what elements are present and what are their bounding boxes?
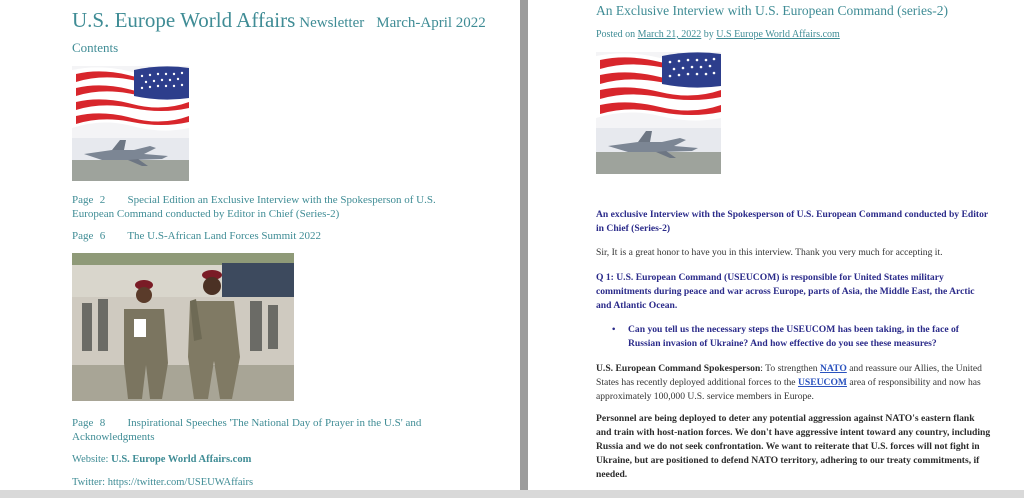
toc-page-number: 2 <box>99 194 106 206</box>
twitter-link[interactable]: https://twitter.com/USEUWAffairs <box>107 477 254 488</box>
website-link[interactable]: U.S. Europe World Affairs.com <box>111 454 252 465</box>
toc-entry-text: The U.S-African Land Forces Summit 2022 <box>127 230 321 242</box>
article-title: An Exclusive Interview with U.S. European Command (series-2) <box>596 3 949 18</box>
twitter-label: Twitter: <box>72 477 106 488</box>
posted-by-label: by <box>703 29 714 40</box>
newsletter-title <box>72 8 486 33</box>
toc-entry-page-2[interactable] <box>72 193 457 221</box>
toc-entry-text: Special Edition an Exclusive Interview with the Spokesperson of U.S. European Command conducted by Editor in Chief (Series-2) <box>72 194 436 220</box>
question-bullet <box>612 323 990 351</box>
flag-jet-image <box>596 52 721 174</box>
answer-text-c: area of responsibility and now has approximately 100,000 U.S. service members in Europe. <box>596 377 981 402</box>
newsletter-page-right <box>528 0 1024 490</box>
answer-paragraph-1 <box>596 362 991 404</box>
flag-jet-image <box>72 66 189 181</box>
twitter-line <box>72 477 253 488</box>
toc-page-number: 6 <box>99 230 106 242</box>
interview-intro: An exclusive Interview with the Spokesperson of U.S. European Command conducted by Editor in Chief (Series-2) <box>596 209 988 234</box>
article-byline <box>596 29 840 40</box>
bullet-dot-icon: • <box>612 324 616 335</box>
posted-on-label: Posted on <box>596 29 636 40</box>
posted-date-link[interactable]: March 21, 2022 <box>637 29 702 40</box>
answer-text-b: and reassure our Allies, the United States has recently deployed additional forces to the <box>596 363 982 388</box>
answer-paragraph-2: Personnel are being deployed to deter any potential aggression against NATO's eastern flank and train with host-nation forces. We don't have aggressive intent toward any country, including Russia and we do not seek confrontation. We want to reiterate that U.S. forces will not fight in Ukraine, but are positioned to defend NATO territory, adhering to our treaty commitments, if needed. <box>596 413 991 480</box>
toc-page-label: Page <box>72 194 94 206</box>
interview-greeting: Sir, It is a great honor to have you in this interview. Thank you very much for accepting it. <box>596 247 943 258</box>
answer-speaker: U.S. European Command Spokesperson <box>596 363 761 374</box>
toc-entry-text: Inspirational Speeches 'The National Day of Prayer in the U.S' and Acknowledgments <box>72 417 422 443</box>
toc-page-label: Page <box>72 417 94 429</box>
toc-entry-page-6[interactable] <box>72 229 457 243</box>
posted-author-link[interactable]: U.S Europe World Affairs.com <box>716 29 840 40</box>
soldiers-photo <box>72 253 294 401</box>
contents-heading: Contents <box>72 40 119 55</box>
newsletter-title-label: Newsletter <box>299 15 365 31</box>
useucom-link[interactable]: USEUCOM <box>797 377 847 388</box>
newsletter-issue-date: March-April 2022 <box>376 15 486 31</box>
toc-page-number: 8 <box>99 417 106 429</box>
question-1: Q 1: U.S. European Command (USEUCOM) is responsible for United States military commitments during peace and war across Europe, parts of Asia, the Middle East, the Arctic and Atlantic Ocean. <box>596 272 975 311</box>
nato-link[interactable]: NATO <box>819 363 847 374</box>
answer-text-a: : To strengthen <box>760 363 818 374</box>
question-bullet-text: Can you tell us the necessary steps the USEUCOM has been taking, in the face of Russian invasion of Ukraine? And how effective do you see these measures? <box>628 324 959 349</box>
newsletter-title-main: U.S. Europe World Affairs <box>72 8 296 32</box>
toc-entry-page-8[interactable] <box>72 416 457 444</box>
status-bar <box>0 490 1024 498</box>
toc-page-label: Page <box>72 230 94 242</box>
website-label: Website: <box>72 454 109 465</box>
website-line <box>72 454 251 465</box>
newsletter-page-left <box>0 0 520 490</box>
